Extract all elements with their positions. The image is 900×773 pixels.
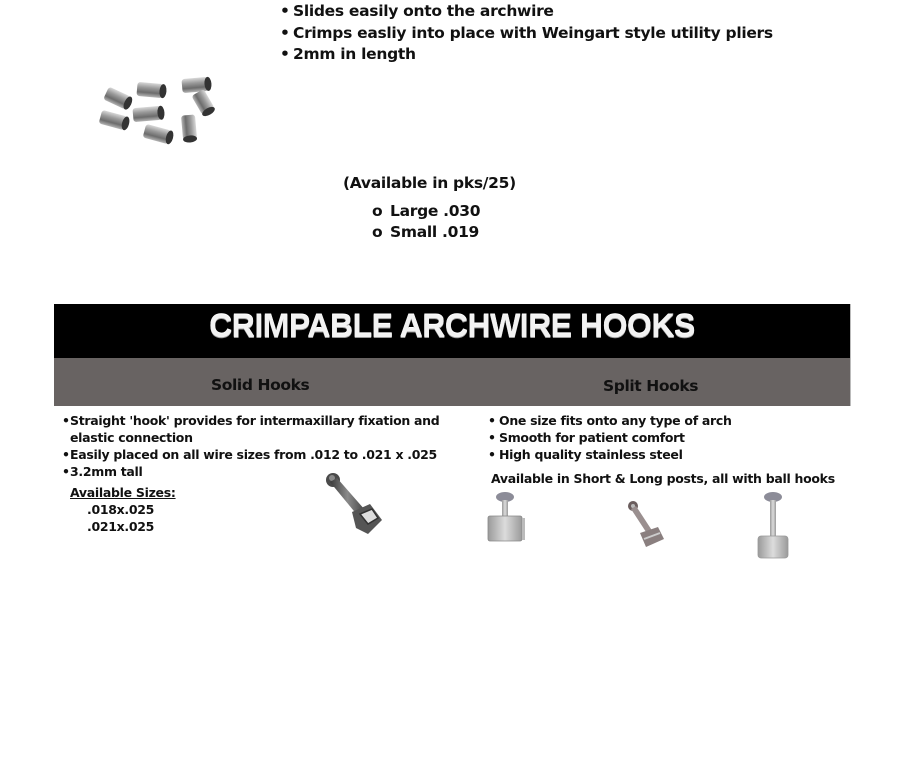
solid-hook-sizes xyxy=(87,501,154,535)
feature-item: • Smooth for patient comfort xyxy=(488,430,685,445)
column-header-bar xyxy=(54,358,850,406)
crimp-tube xyxy=(99,110,131,131)
feature-item: • Crimps easliy into place with Weingart style utility pliers xyxy=(280,23,773,42)
crimp-tube xyxy=(181,114,197,143)
size-item: o Large .030 xyxy=(372,202,481,220)
size-item: .018x.025 xyxy=(87,502,155,517)
feature-item: • High quality stainless steel xyxy=(488,447,683,462)
angled-split-hook-image xyxy=(624,497,670,552)
feature-item: • Slides easily onto the archwire xyxy=(280,2,554,20)
feature-item: •Easily placed on all wire sizes from .012 to .021 x .025 xyxy=(62,447,437,462)
split-hooks-availability: Available in Short & Long posts, all with ball hooks xyxy=(491,471,835,486)
available-sizes-label: Available Sizes: xyxy=(70,485,176,500)
solid-hook-image xyxy=(318,468,390,540)
section-banner xyxy=(54,304,850,358)
crimp-tubes-image xyxy=(95,72,220,152)
short-post-split-hook-image xyxy=(484,490,529,545)
size-item: .021x.025 xyxy=(87,519,155,534)
split-hooks-features xyxy=(488,412,732,463)
crimp-tube xyxy=(136,82,167,99)
crimp-tube xyxy=(103,87,134,111)
crimp-tube xyxy=(143,124,175,145)
section-title: CRIMPABLE ARCHWIRE HOOKS xyxy=(54,308,850,345)
package-availability: (Available in pks/25) xyxy=(343,174,516,192)
feature-item: • 2mm in length xyxy=(280,45,416,63)
feature-item: •Straight 'hook' provides for intermaxillary fixation and elastic connection xyxy=(62,413,440,445)
feature-item: •3.2mm tall xyxy=(62,464,143,479)
crimp-tube xyxy=(132,106,165,123)
split-hooks-heading: Split Hooks xyxy=(603,377,699,395)
crimp-tube xyxy=(181,77,212,94)
crimp-tube-sizes xyxy=(372,201,480,243)
feature-item: • One size fits onto any type of arch xyxy=(488,413,732,428)
crimp-tube-features xyxy=(280,1,773,66)
size-item: o Small .019 xyxy=(372,223,480,241)
long-post-split-hook-image xyxy=(752,490,794,562)
solid-hooks-heading: Solid Hooks xyxy=(211,376,310,394)
crimp-tube xyxy=(191,89,216,118)
divider xyxy=(850,304,851,406)
